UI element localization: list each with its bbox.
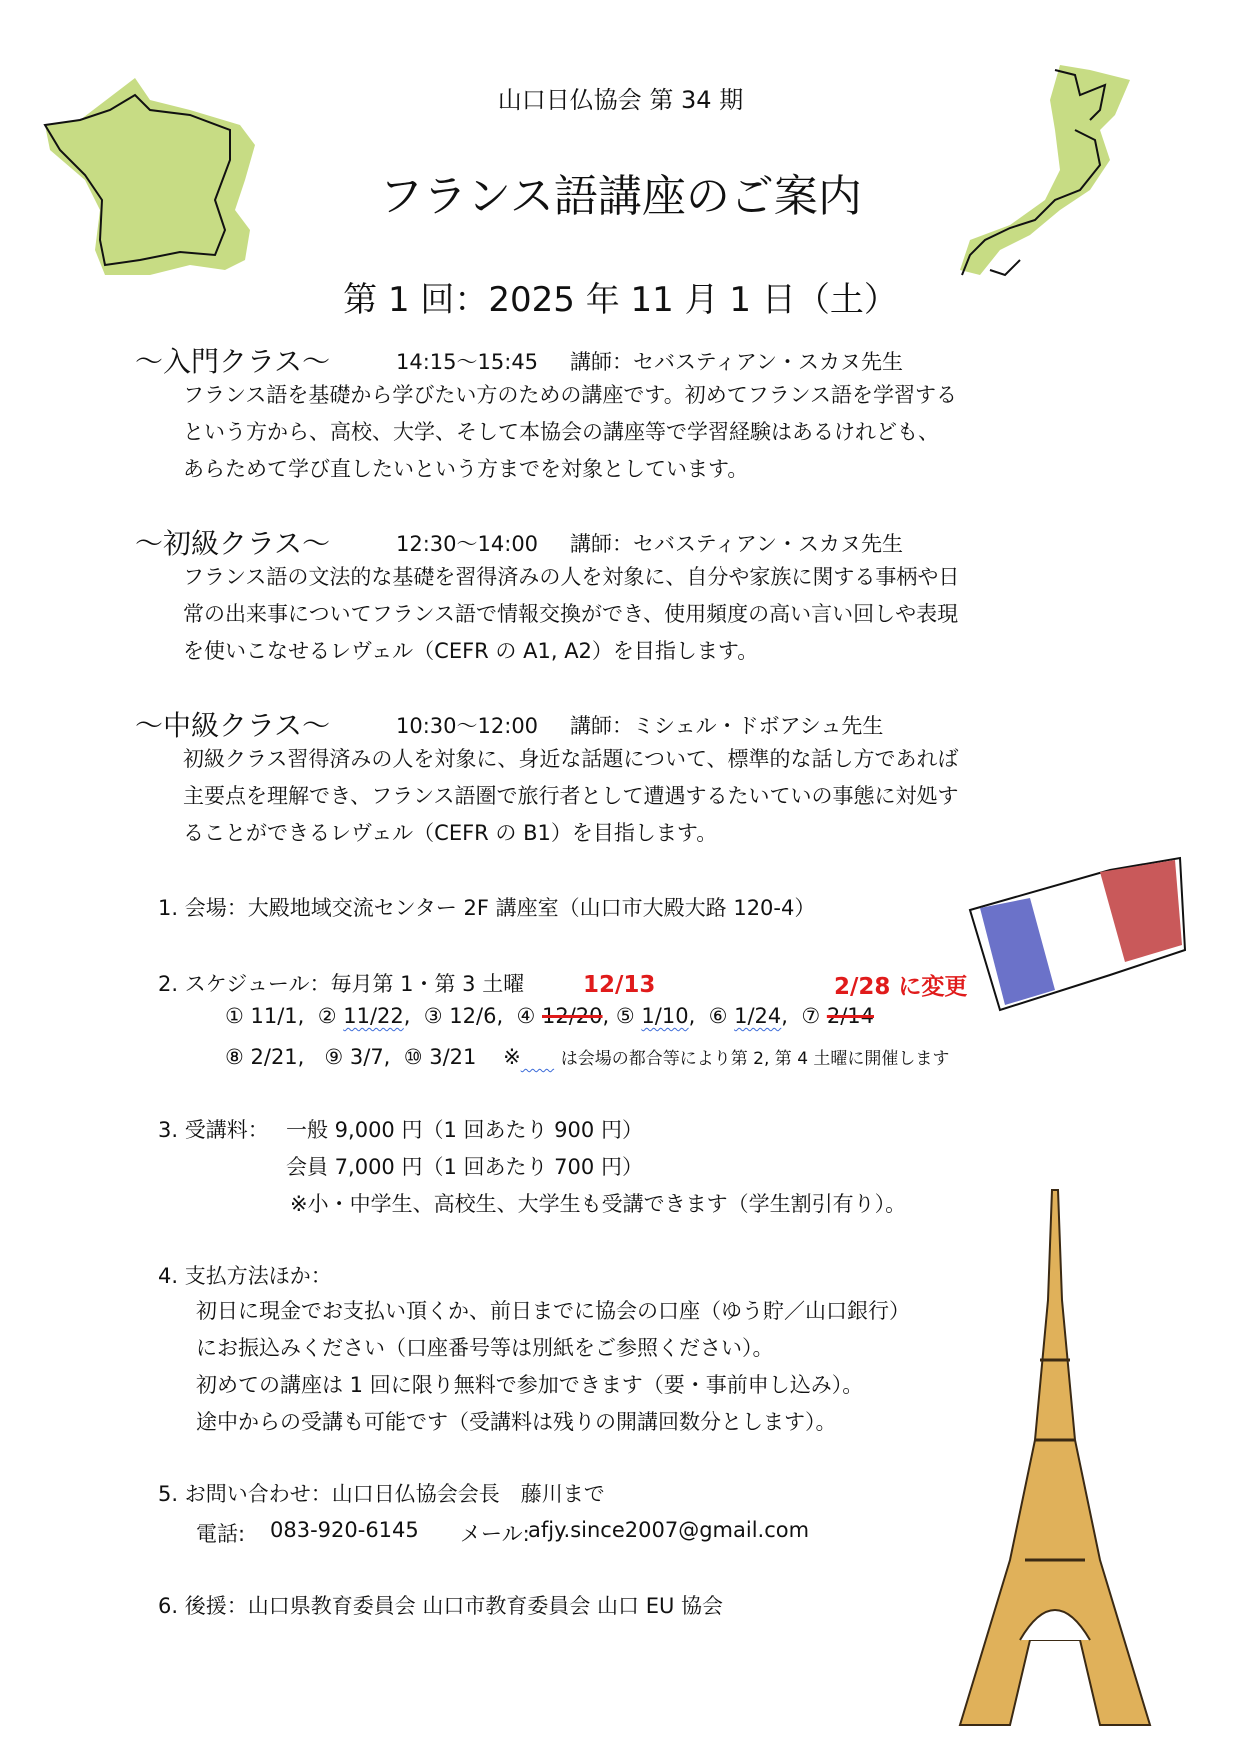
session-6-date: 1/24 <box>734 1004 782 1028</box>
desc-line: ることができるレヴェル（CEFR の B1）を目指します。 <box>183 821 718 845</box>
session-10: ⑩ 3/21 <box>403 1045 477 1069</box>
contact-mail-label: メール: <box>460 1522 530 1546</box>
class-teacher-intro: 講師：セバスティアン・スカヌ先生 <box>570 350 904 374</box>
contact-email[interactable]: afjy.since2007@gmail.com <box>528 1518 810 1542</box>
note-wavy-sample <box>521 1045 554 1069</box>
class-desc-intermediate <box>183 741 959 852</box>
class-desc-beginner <box>183 559 959 670</box>
note-mark: ※ <box>503 1045 521 1069</box>
class-name-intermediate: ～中級クラス～ <box>135 709 331 742</box>
session-2-date: 11/22 <box>343 1004 404 1028</box>
session-9: ⑨ 3/7, <box>324 1045 391 1069</box>
session-2-number: ② <box>317 1004 337 1028</box>
fee-label: 3. 受講料： <box>158 1118 269 1142</box>
session-1: ① 11/1, <box>225 1004 305 1028</box>
payment-line: 途中からの受講も可能です（受講料は残りの開講回数分とします）。 <box>196 1410 837 1434</box>
session-8: ⑧ 2/21, <box>225 1045 305 1069</box>
fee-note: ※小・中学生、高校生、大学生も受講できます（学生割引有り）。 <box>290 1192 907 1216</box>
schedule-change-note-2: 2/28 に変更 <box>834 974 968 1000</box>
desc-line: 常の出来事についてフランス語で情報交換ができ、使用頻度の高い言い回しや表現 <box>183 602 959 626</box>
desc-line: フランス語の文法的な基礎を習得済みの人を対象に、自分や家族に関する事柄や日 <box>183 565 960 589</box>
session-3: ③ 12/6, <box>423 1004 504 1028</box>
schedule-row-2 <box>225 1044 949 1069</box>
class-time-intermediate: 10:30～12:00 <box>396 714 539 738</box>
contact-label: 5. お問い合わせ：山口日仏協会会長 藤川まで <box>158 1482 605 1506</box>
schedule-change-note-1: 12/13 <box>583 972 656 998</box>
desc-line: フランス語を基礎から学びたい方のための講座です。初めてフランス語を学習する <box>183 383 958 407</box>
session-7-number: ⑦ <box>801 1004 821 1028</box>
class-teacher-beginner: 講師：セバスティアン・スカヌ先生 <box>570 532 904 556</box>
fee-general: 一般 9,000 円（1 回あたり 900 円） <box>286 1118 643 1142</box>
session-5-date: 1/10 <box>641 1004 689 1028</box>
eiffel-tower-illustration <box>940 1180 1170 1740</box>
session-5-number: ⑤ <box>615 1004 635 1028</box>
payment-label: 4. 支払方法ほか： <box>158 1264 332 1288</box>
session-4-date-struck: 12/20 <box>542 1004 603 1028</box>
first-session-date: 第 1 回：2025 年 11 月 1 日（土） <box>343 280 898 320</box>
class-time-beginner: 12:30～14:00 <box>396 532 539 556</box>
contact-phone-label: 電話: <box>196 1522 246 1546</box>
schedule-row-1: ① 11/1, ② 11/22, ③ 12/6, ④ 12/20, ⑤ 1/10, ⑥ 1/24, ⑦ 2/14 <box>225 1004 875 1028</box>
class-teacher-intermediate: 講師：ミシェル・ドボアシュ先生 <box>570 714 884 738</box>
desc-line: 初級クラス習得済みの人を対象に、身近な話題について、標準的な話し方であれば <box>183 747 959 771</box>
payment-line: 初めての講座は 1 回に限り無料で参加できます（要・事前申し込み）。 <box>196 1373 864 1397</box>
desc-line: を使いこなせるレヴェル（CEFR の A1, A2）を目指します。 <box>183 639 759 663</box>
payment-details <box>196 1293 910 1441</box>
page-title: フランス語講座のご案内 <box>379 171 862 222</box>
fee-member: 会員 7,000 円（1 回あたり 700 円） <box>286 1155 643 1179</box>
class-time-intro: 14:15～15:45 <box>396 350 539 374</box>
organization-heading: 山口日仏協会 第 34 期 <box>497 86 744 114</box>
schedule-label: 2. スケジュール：毎月第 1・第 3 土曜 <box>158 972 525 996</box>
french-flag-illustration <box>960 850 1190 1020</box>
payment-line: にお振込みください（口座番号等は別紙をご参照ください）。 <box>196 1336 774 1360</box>
session-4-number: ④ <box>516 1004 536 1028</box>
support-line: 6. 後援：山口県教育委員会 山口市教育委員会 山口 EU 協会 <box>158 1594 724 1618</box>
desc-line: あらためて学び直したいという方までを対象としています。 <box>183 457 749 481</box>
desc-line: 主要点を理解でき、フランス語圏で旅行者として遭遇するたいていの事態に対処す <box>183 784 959 808</box>
contact-phone: 083-920-6145 <box>270 1518 419 1542</box>
class-name-intro: ～入門クラス～ <box>135 345 331 378</box>
payment-line: 初日に現金でお支払い頂くか、前日までに協会の口座（ゆう貯／山口銀行） <box>196 1299 910 1323</box>
venue-line: 1. 会場：大殿地域交流センター 2F 講座室（山口市大殿大路 120-4） <box>158 896 816 920</box>
session-7-date-struck: 2/14 <box>826 1004 875 1028</box>
tower-body <box>960 1190 1150 1725</box>
schedule-note: は会場の都合等により第 2, 第 4 土曜に開催します <box>560 1049 950 1069</box>
desc-line: という方から、高校、大学、そして本協会の講座等で学習経験はあるけれども、 <box>183 420 939 444</box>
class-desc-intro <box>183 377 957 488</box>
session-6-number: ⑥ <box>708 1004 728 1028</box>
class-name-beginner: ～初級クラス～ <box>135 527 331 560</box>
